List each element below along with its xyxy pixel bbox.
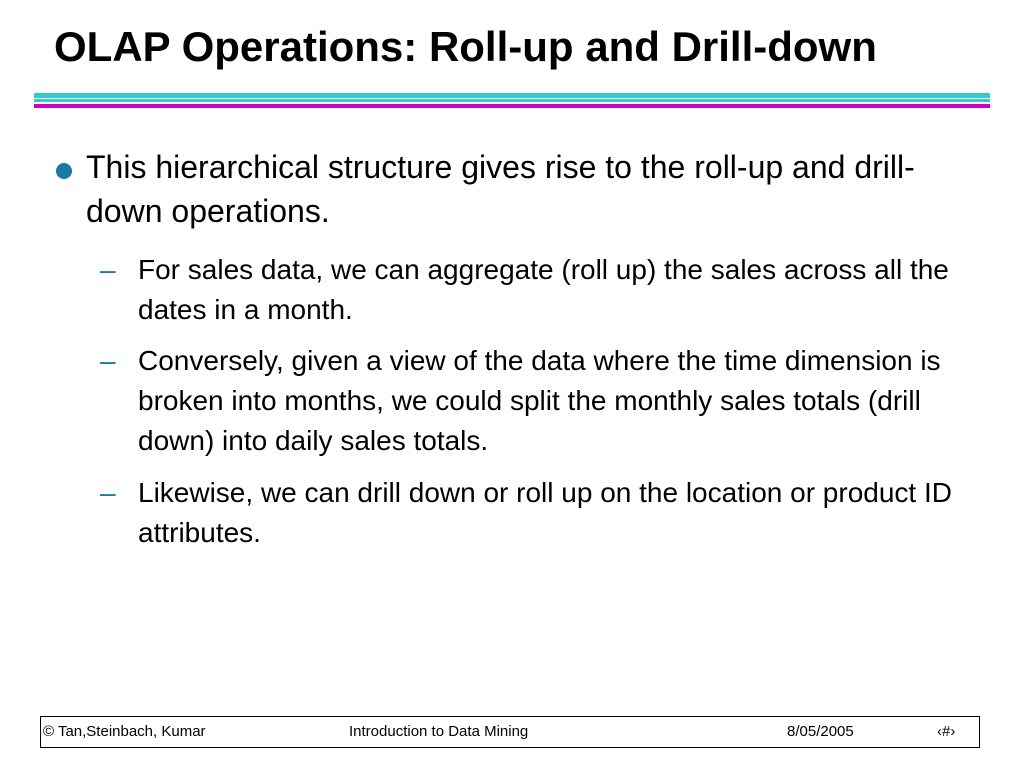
footer-authors: © Tan,Steinbach, Kumar	[43, 723, 206, 740]
bullet-dot-icon	[56, 163, 72, 179]
footer-date: 8/05/2005	[787, 723, 854, 740]
sub-bullet-text: Likewise, we can drill down or roll up on the location or product ID attributes.	[138, 477, 952, 548]
sub-bullet-text: For sales data, we can aggregate (roll up) the sales across all the dates in a month.	[138, 254, 949, 325]
footer-page-number: ‹#›	[937, 723, 956, 740]
bullet-text: This hierarchical structure gives rise to the roll-up and drill-down operations.	[86, 149, 915, 229]
footer	[40, 716, 980, 748]
sub-bullet-text: Conversely, given a view of the data where the time dimension is broken into months, we could split the monthly sales totals (drill down) into daily sales totals.	[138, 345, 941, 456]
sub-bullet-dash: –	[100, 477, 116, 508]
slide-title: OLAP Operations: Roll-up and Drill-down	[54, 23, 877, 70]
sub-bullet-dash: –	[100, 254, 116, 285]
footer-course: Introduction to Data Mining	[349, 723, 529, 740]
sub-bullet-dash: –	[100, 345, 116, 376]
